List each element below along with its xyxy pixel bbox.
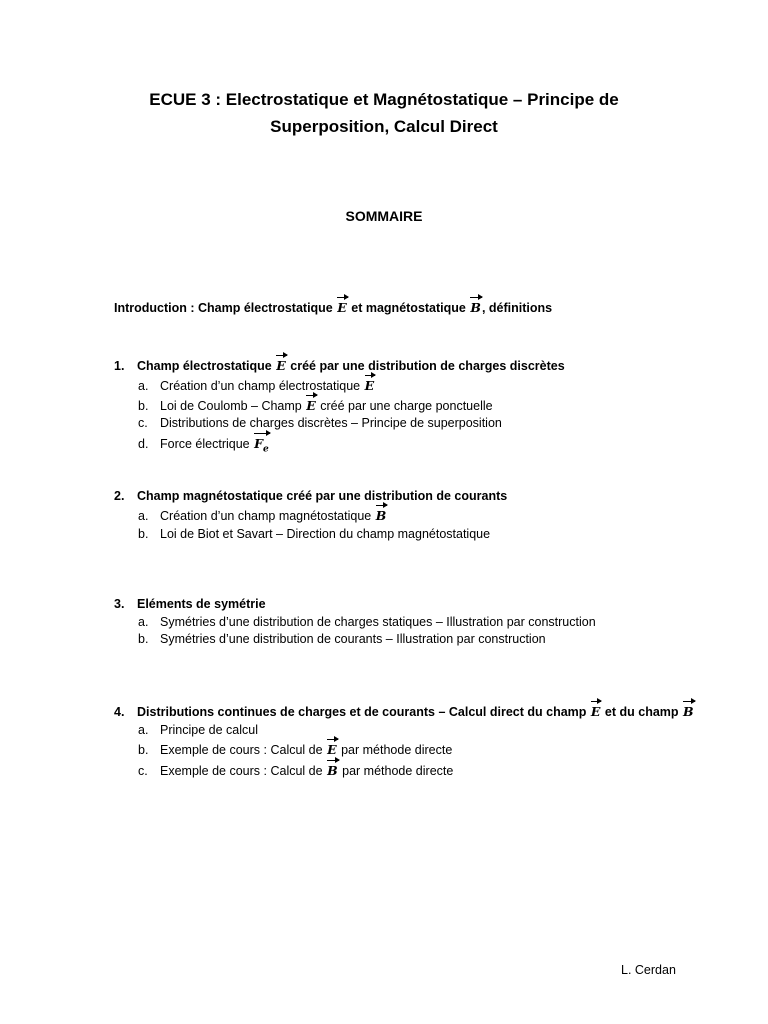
item-text: Création d’un champ magnétostatique [160,509,372,523]
item-letter: d. [138,437,149,451]
vector-b-symbol: B [470,300,481,315]
intro-middle: et magnétostatique [351,301,466,315]
section-1-item-b [160,397,493,415]
vector-f-subscript: e [262,444,269,455]
sommaire-heading: SOMMAIRE [345,208,423,224]
item-text: Exemple de cours : Calcul de [160,743,323,757]
vector-e-symbol: E [276,358,286,373]
section-2-item-b: Loi de Biot et Savart – Direction du champ magnétostatique [160,527,491,541]
intro-line [114,299,552,317]
vector-e-symbol: E [364,378,375,393]
title-line-2: Superposition, Calcul Direct [270,117,498,136]
section-1-number: 1. [114,359,125,373]
item-letter: a. [138,509,149,523]
item-letter: c. [138,764,148,778]
item-letter: a. [138,615,149,629]
vector-e-symbol: E [590,704,601,719]
section-1-suffix: créé par une distribution de charges discrètes [290,359,565,373]
vector-e-symbol: E [306,398,316,413]
author-name: L. Cerdan [621,963,676,977]
vector-f-letter: F [254,436,263,451]
item-letter: b. [138,632,149,646]
item-letter: a. [138,379,149,393]
section-3-number: 3. [114,597,125,611]
section-4-number: 4. [114,705,125,719]
section-2-number: 2. [114,489,125,503]
item-suffix: par méthode directe [342,764,454,778]
section-4-item-a: Principe de calcul [160,723,258,737]
section-1-heading [137,357,565,375]
section-4-item-b [160,741,452,759]
item-letter: b. [138,743,149,757]
intro-prefix: Introduction : Champ électrostatique [114,301,333,315]
section-1-item-a [160,377,375,395]
item-text: Distributions de charges discrètes – Principe de superposition [160,416,502,430]
item-letter: b. [138,399,149,413]
item-text: Force électrique [160,437,250,451]
item-letter: c. [138,416,148,430]
title-line-1: ECUE 3 : Electrostatique et Magnétostatique – Principe de [149,90,619,109]
item-suffix: par méthode directe [341,743,453,757]
vector-b-symbol: B [683,704,694,719]
section-3-item-b: Symétries d’une distribution de courants – Illustration par construction [160,632,546,646]
item-letter: a. [138,723,149,737]
section-3-heading: Eléments de symétrie [137,597,266,611]
section-1-prefix: Champ électrostatique [137,359,272,373]
intro-suffix: , définitions [481,301,553,315]
section-2-heading: Champ magnétostatique créé par une distribution de courants [137,489,508,503]
item-text: Loi de Coulomb – Champ [160,399,302,413]
vector-e-symbol: E [337,300,347,315]
section-4-middle: et du champ [604,705,679,719]
item-text: Exemple de cours : Calcul de [160,764,323,778]
item-letter: b. [138,527,149,541]
document-title [0,86,768,140]
section-2-item-a [160,507,387,525]
vector-b-symbol: B [375,508,387,523]
vector-b-symbol: B [327,763,338,778]
section-1-item-c [160,414,502,432]
section-3-item-a: Symétries d’une distribution de charges statiques – Illustration par construction [160,615,596,629]
item-text: Création d’un champ électrostatique [160,379,361,393]
section-1-item-d [160,435,270,459]
section-4-heading [137,703,695,721]
section-4-prefix: Distributions continues de charges et de courants – Calcul direct du champ [137,705,587,719]
vector-e-symbol: E [327,742,337,757]
section-4-item-c [160,762,453,780]
item-suffix: créé par une charge ponctuelle [320,399,493,413]
vector-f-symbol [253,435,270,459]
